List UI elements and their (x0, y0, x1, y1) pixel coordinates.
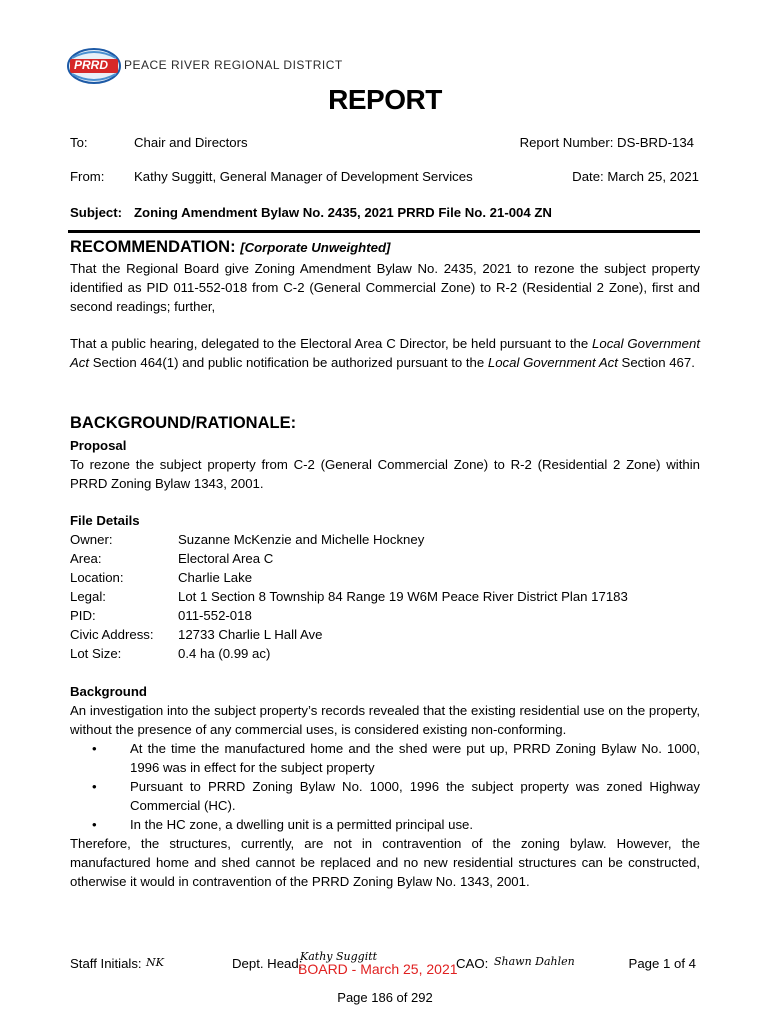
staff-initials-label: Staff Initials: (70, 956, 142, 971)
background-heading: BACKGROUND/RATIONALE: (70, 414, 297, 432)
rec-para2-c: Section 464(1) and public notification be authorized pursuant to the (89, 355, 488, 370)
recommendation-heading (70, 238, 390, 257)
background-bullets (70, 739, 700, 834)
list-item: • At the time the manufactured home and the shed were put up, PRRD Zoning Bylaw No. 1000, 1996 was in effect for the subject property (70, 739, 700, 777)
detail-value: 0.4 ha (0.99 ac) (178, 646, 271, 661)
board-watermark: BOARD - March 25, 2021 (298, 961, 458, 977)
cao-label: CAO: (456, 956, 489, 971)
file-details-heading: File Details (70, 513, 140, 528)
detail-label: Legal: (70, 589, 106, 604)
detail-label: Owner: (70, 532, 113, 547)
from-label: From: (70, 169, 105, 184)
divider (68, 230, 700, 233)
detail-label: Area: (70, 551, 102, 566)
recommendation-heading-text: RECOMMENDATION: (70, 238, 236, 256)
dept-head-signature: Kathy Suggitt (300, 950, 378, 963)
background-conclusion: Therefore, the structures, currently, are not in contravention of the zoning bylaw. However, the manufactured home and shed cannot be replaced and no new residential structures can be constructed, otherwise it would in contravention of the PRRD Zoning Bylaw No. 1343, 2001. (70, 836, 700, 889)
proposal-heading: Proposal (70, 438, 127, 453)
report-date: Date: March 25, 2021 (572, 169, 699, 184)
to-label: To: (70, 135, 88, 150)
subject-label: Subject: (70, 205, 123, 220)
detail-value: Suzanne McKenzie and Michelle Hockney (178, 532, 425, 547)
rec-para2-b: Local Government Act (70, 336, 700, 370)
detail-value: Charlie Lake (178, 570, 253, 585)
recommendation-para-1: That the Regional Board give Zoning Amendment Bylaw No. 2435, 2021 to rezone the subject property identified as PID 011-552-018 from C-2 (General Commercial Zone) to R-2 (Residential 2 Zone), first and second readings; further, (70, 261, 700, 314)
to-value: Chair and Directors (134, 135, 248, 150)
report-number: Report Number: DS-BRD-134 (519, 135, 694, 150)
detail-value: Lot 1 Section 8 Township 84 Range 19 W6M Peace River District Plan 17183 (178, 589, 628, 604)
staff-initials-signature: NK (146, 956, 164, 969)
background-intro: An investigation into the subject property’s records revealed that the existing residential use on the property, without the presence of any commercial uses, is considered existing non-conforming. (70, 703, 700, 737)
detail-label: PID: (70, 608, 96, 623)
detail-value: Electoral Area C (178, 551, 274, 566)
recommendation-para-2 (70, 334, 700, 372)
rec-para2-a: That a public hearing, delegated to the Electoral Area C Director, be held pursuant to the (70, 336, 593, 351)
detail-value: 011-552-018 (178, 608, 252, 623)
rec-para2-d: Local Government Act (487, 355, 618, 370)
dept-head-label: Dept. Head: (232, 956, 303, 971)
logo-text: PRRD (74, 58, 109, 72)
list-item: • Pursuant to PRRD Zoning Bylaw No. 1000, 1996 the subject property was zoned Highway Commercial (HC). (70, 777, 700, 815)
packet-page-number: Page 186 of 292 (337, 990, 433, 1005)
rec-para2-e: Section 467. (617, 355, 695, 370)
org-name: PEACE RIVER REGIONAL DISTRICT (124, 58, 343, 72)
recommendation-tag: [Corporate Unweighted] (240, 240, 391, 255)
detail-label: Civic Address: (70, 627, 154, 642)
detail-label: Location: (70, 570, 124, 585)
background-subheading: Background (70, 684, 147, 699)
list-item: • In the HC zone, a dwelling unit is a permitted principal use. (70, 815, 700, 834)
cao-signature: Shawn Dahlen (494, 955, 575, 968)
detail-label: Lot Size: (70, 646, 122, 661)
page-number: Page 1 of 4 (628, 956, 696, 971)
detail-value: 12733 Charlie L Hall Ave (178, 627, 323, 642)
subject-value: Zoning Amendment Bylaw No. 2435, 2021 PRRD File No. 21-004 ZN (134, 205, 552, 220)
report-title: REPORT (328, 84, 442, 115)
proposal-text: To rezone the subject property from C-2 (General Commercial Zone) to R-2 (Residential 2 Zone) within PRRD Zoning Bylaw 1343, 2001. (70, 457, 700, 491)
from-value: Kathy Suggitt, General Manager of Development Services (134, 169, 473, 184)
